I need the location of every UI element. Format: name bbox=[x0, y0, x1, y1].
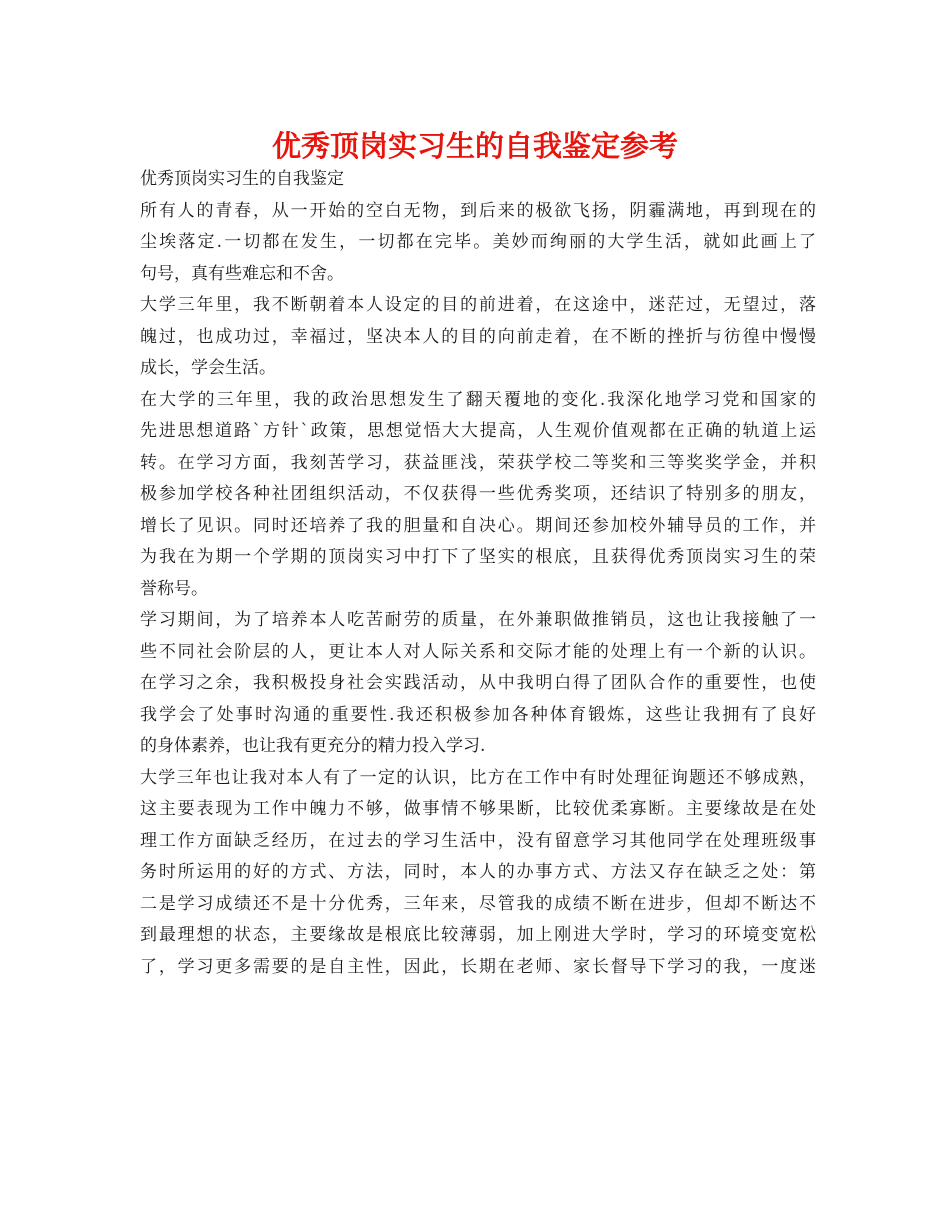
text-line: 大学三年里，我不断朝着本人设定的目的前进着，在这途中，迷茫过，无望过，落 bbox=[140, 295, 816, 315]
text-line: 二是学习成绩还不是十分优秀，三年来，尽管我的成绩不断在进步，但却不断达不 bbox=[140, 893, 816, 914]
text-line: 的身体素养，也让我有更充分的精力投入学习. bbox=[140, 736, 486, 756]
text-line: 为我在为期一个学期的顶岗实习中打下了坚实的根底，且获得优秀顶岗实习生的荣 bbox=[140, 547, 816, 567]
text-line: 这主要表现为工作中魄力不够，做事情不够果断，比较优柔寡断。主要缘故是在处 bbox=[140, 799, 816, 819]
text-line: 所有人的青春，从一开始的空白无物，到后来的极欲飞扬，阴霾满地，再到现在的 bbox=[140, 200, 816, 221]
text-line: 务时所运用的好的方式、方法，同时，本人的办事方式、方法又存在缺乏之处：第 bbox=[140, 862, 816, 882]
text-line: 尘埃落定.一切都在发生，一切都在完毕。美妙而绚丽的大学生活，就如此画上了 bbox=[140, 232, 816, 252]
text-line: 成长，学会生活。 bbox=[140, 358, 276, 378]
text-line: 在学习之余，我积极投身社会实践活动，从中我明白得了团队合作的重要性，也使 bbox=[140, 673, 816, 693]
text-line: 增长了见识。同时还培养了我的胆量和自决心。期间还参加校外辅导员的工作，并 bbox=[140, 515, 816, 536]
text-line: 优秀顶岗实习生的自我鉴定 bbox=[140, 169, 344, 189]
text-line: 了，学习更多需要的是自主性，因此，长期在老师、家长督导下学习的我，一度迷 bbox=[140, 956, 816, 977]
text-line: 极参加学校各种社团组织活动，不仅获得一些优秀奖项，还结识了特别多的朋友， bbox=[140, 484, 816, 504]
text-line: 先进思想道路`方针`政策，思想觉悟大大提高，人生观价值观都在正确的轨道上运 bbox=[140, 421, 816, 441]
text-line: 大学三年也让我对本人有了一定的认识，比方在工作中有时处理征询题还不够成熟， bbox=[140, 767, 816, 788]
text-line: 誉称号。 bbox=[140, 578, 208, 599]
text-line: 魄过，也成功过，幸福过，坚决本人的目的向前走着，在不断的挫折与彷徨中慢慢 bbox=[140, 326, 816, 347]
text-line: 些不同社会阶层的人，更让本人对人际关系和交际才能的处理上有一个新的认识。 bbox=[140, 641, 816, 662]
text-line: 句号，真有些难忘和不舍。 bbox=[140, 263, 344, 284]
document-body bbox=[140, 164, 816, 983]
text-line: 学习期间，为了培养本人吃苦耐劳的质量，在外兼职做推销员，这也让我接触了一 bbox=[140, 610, 816, 630]
text-line: 理工作方面缺乏经历，在过去的学习生活中，没有留意学习其他同学在处理班级事 bbox=[140, 830, 816, 851]
text-line: 在大学的三年里，我的政治思想发生了翻天覆地的变化.我深化地学习党和国家的 bbox=[140, 389, 816, 410]
document-title: 优秀顶岗实习生的自我鉴定参考 bbox=[271, 129, 678, 163]
text-line: 转。在学习方面，我刻苦学习，获益匪浅，荣获学校二等奖和三等奖奖学金，并积 bbox=[140, 452, 816, 473]
text-line: 我学会了处事时沟通的重要性.我还积极参加各种体育锻炼，这些让我拥有了良好 bbox=[140, 704, 816, 725]
text-line: 到最理想的状态，主要缘故是根底比较薄弱，加上刚进大学时，学习的环境变宽松 bbox=[140, 925, 816, 945]
